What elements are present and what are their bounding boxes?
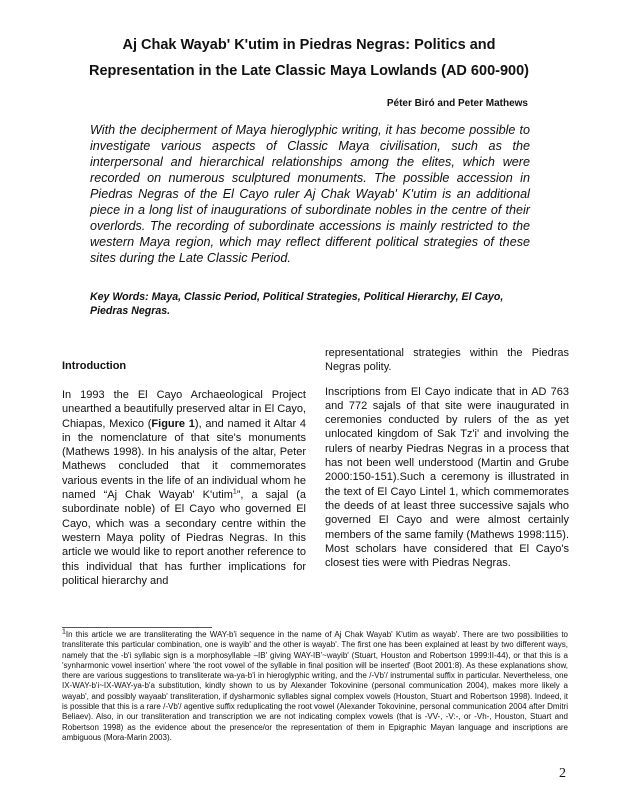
figure-1-reference[interactable]: Figure 1 (151, 417, 195, 430)
footnote-1 (62, 630, 568, 743)
intro-text-b: ), and named it Altar 4 in the nomenclature of that site's monuments (Mathews 1998). In his analysis of the altar, Peter Mathews concluded that it commemorates various events in the life of an individual whom he named “Aj Chak Wayab' K'utim (62, 417, 306, 502)
intro-paragraph-1 (62, 388, 306, 588)
footnote-text: In this article we are transliterating the WAY-b'i sequence in the name of Aj Chak Wayab' K'utim as wayab'. There are two possibilities to transliterate this particular combination, one is wayib' and the other is wayab'. The first one has been explained at least by two different ways, namely that the -b'i syllabic sign is a morphosyllable –IB' giving WAY-IB'~wayib' (Stuart, Houston and Robertson 1999:II-44), or that this is a 'synharmonic vowel insertion' where 'the root vowel of the syllable in final position will be inserted' (Boot 2001:8). As these explanations show, there are various suggestions to transliterate wa-ya-b'i in hieroglyphic writing, and the /-Vb'/ instrumental suffix in particular. Nevertheless, one IX-WAY-b'i~IX-WAY-ya-b'a substitution, kindly shown to us by Alexander Tokovinine (personal communication 2004), makes more likely a wayab', and possibly wayaab' transliteration, if dysharmonic syllables signal complex vowels (Houston, Stuart and Robertson 1998). Indeed, it is possible that this is a rare /-Vb'/ agentive suffix reduplicating the root vowel (Alexander Tokovinine, personal communication 2004 after Dmitri Beliaev). Also, in our transliteration and transcription we are not indicating complex vowels (that is -VV-, -V:-, or -Vh-, Houston, Stuart and Robertson 1998) as the evidence about the presence/or the representation of them in Epigraphic Mayan language and inscriptions are ambiguous (Mora-Marin 2003). (62, 630, 568, 742)
footnote-marker: 1 (62, 628, 66, 636)
authors: Péter Biró and Peter Mathews (386, 98, 528, 109)
left-column (62, 388, 306, 598)
title-line-1: Aj Chak Wayab' K'utim in Piedras Negras: Politics and (122, 37, 496, 53)
right-column (325, 346, 569, 580)
intro-paragraph-2: Inscriptions from El Cayo indicate that in AD 763 and 772 sajals of that site were inaugurated in ceremonies conducted by rulers of the as yet unlocated kingdom of Sak Tz'i' and involving the rulers of nearby Piedras Negras in a process that has not been well understood (Martin and Grube 2000:150-151).Such a ceremony is illustrated in the text of El Cayo Lintel 1, which commemorates the deeds of at least three successive sajals who governed El Cayo and were almost certainly members of the same family (Mathews 1998:115). Most scholars have considered that El Cayo's closest ties were with Piedras Negras. (325, 385, 569, 570)
section-heading: Introduction (62, 360, 127, 372)
abstract: With the decipherment of Maya hieroglyphic writing, it has become possible to investigate various aspects of Classic Maya civilisation, such as the interpersonal and hierarchical relationships among the elites, which were recorded on numerous sculptured monuments. The possible accession in Piedras Negras of the El Cayo ruler Aj Chak Wayab' K'utim is an additional piece in a long list of inaugurations of subordinate nobles in the centre of their overlords. The recording of subordinate accessions is mainly restricted to the western Maya region, which may reflect different political strategies of these sites during the Late Classic Period. (90, 123, 530, 265)
paper-title (40, 32, 578, 84)
keywords: Key Words: Maya, Classic Period, Political Strategies, Political Hierarchy, El Cayo, Piedras Negras. (90, 291, 504, 317)
footnote-1-marker[interactable]: 1 (232, 488, 237, 496)
intro-paragraph-continued: representational strategies within the Piedras Negras polity. (325, 347, 569, 374)
title-line-2: Representation in the Late Classic Maya Lowlands (AD 600-900) (89, 63, 529, 79)
footnote-divider (62, 627, 212, 628)
intro-text-a: In 1993 the El Cayo Archaeological Project unearthed a beautifully preserved altar in El Cayo, Chiapas, Mexico ( (62, 389, 306, 430)
page-number: 2 (559, 766, 566, 781)
intro-text-c: ”, a sajal (a subordinate noble) of El Cayo who governed El Cayo, which was a secondary centre within the western Maya polity of Piedras Negras. In this article we would like to report another reference to this individual that has further implications for political hierarchy and (62, 489, 306, 587)
